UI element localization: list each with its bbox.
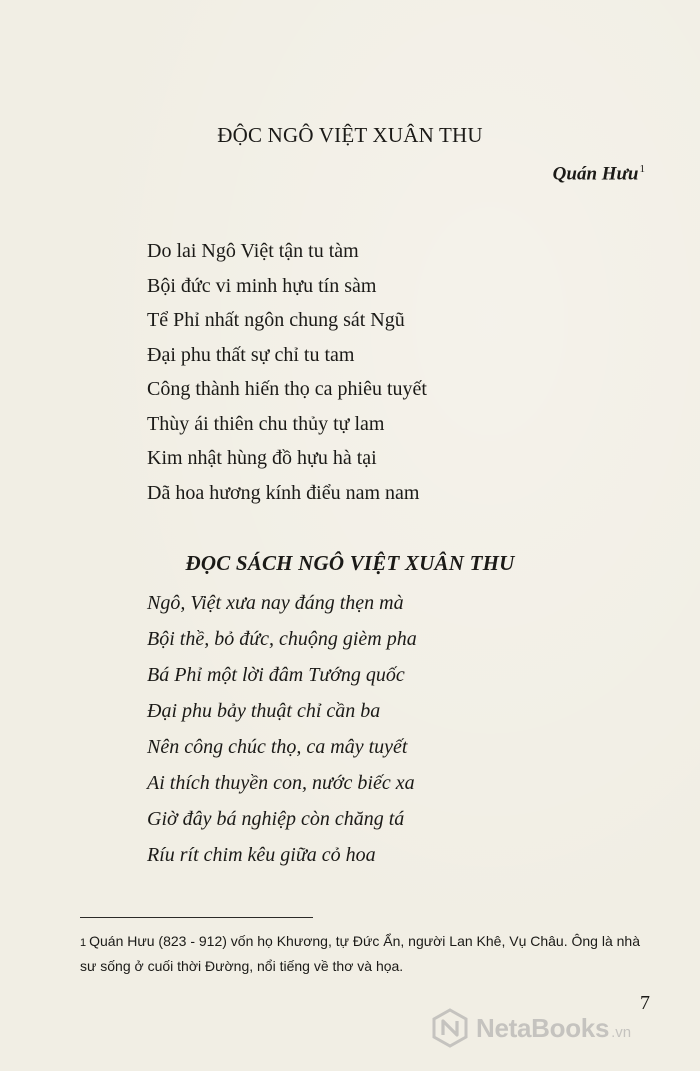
poem-line: Dã hoa hương kính điểu nam nam (147, 481, 420, 504)
footnote-text: Quán Hưu (823 - 912) vốn họ Khương, tự Đức Ẩn, người Lan Khê, Vụ Châu. Ông là nhà sư sống ở cuối thời Đường, nổi tiếng về thơ và họa. (80, 933, 640, 974)
poem-line: Bội đức vi minh hựu tín sàm (147, 274, 377, 297)
poem-line: Đại phu bảy thuật chỉ cần ba (147, 700, 381, 722)
poem-author (553, 163, 645, 185)
netabooks-logo-icon (430, 1008, 470, 1048)
poem-line: Thùy ái thiên chu thủy tự lam (147, 412, 385, 435)
footnote (80, 930, 650, 978)
author-name: Quán Hưu (552, 163, 639, 185)
watermark-domain: .vn (611, 1023, 632, 1041)
poem-line: Ríu rít chim kêu giữa cỏ hoa (147, 844, 376, 866)
poem-line: Giờ đây bá nghiệp còn chăng tá (147, 808, 405, 830)
poem-line: Ngô, Việt xưa nay đáng thẹn mà (147, 592, 404, 614)
poem-line: Ai thích thuyền con, nước biếc xa (147, 772, 415, 794)
poem-line: Tể Phỉ nhất ngôn chung sát Ngũ (147, 309, 405, 331)
poem-line: Do lai Ngô Việt tận tu tàm (147, 240, 359, 262)
poem-line: Công thành hiến thọ ca phiêu tuyết (147, 378, 427, 400)
show-through-text (80, 78, 690, 99)
page-number: 7 (640, 992, 650, 1014)
watermark (430, 1006, 631, 1050)
watermark-brand: NetaBooks (476, 1012, 610, 1043)
poem-line: Đại phu thất sự chỉ tu tam (147, 343, 355, 366)
poem-title-translation: ĐỌC SÁCH NGÔ VIỆT XUÂN THU (185, 551, 515, 575)
author-footnote-mark: 1 (639, 163, 645, 175)
poem-line: Nên công chúc thọ, ca mây tuyết (147, 736, 408, 758)
footnote-number: 1 (80, 937, 87, 949)
poem-title-original: ĐỘC NGÔ VIỆT XUÂN THU (217, 123, 483, 147)
footnote-divider (80, 917, 313, 918)
poem-line: Bội thề, bỏ đức, chuộng gièm pha (147, 628, 417, 650)
poem-line: Kim nhật hùng đồ hựu hà tại (147, 447, 377, 469)
poem-translation (147, 585, 417, 873)
poem-original (147, 234, 427, 510)
poem-line: Bá Phỉ một lời đâm Tướng quốc (147, 664, 405, 686)
